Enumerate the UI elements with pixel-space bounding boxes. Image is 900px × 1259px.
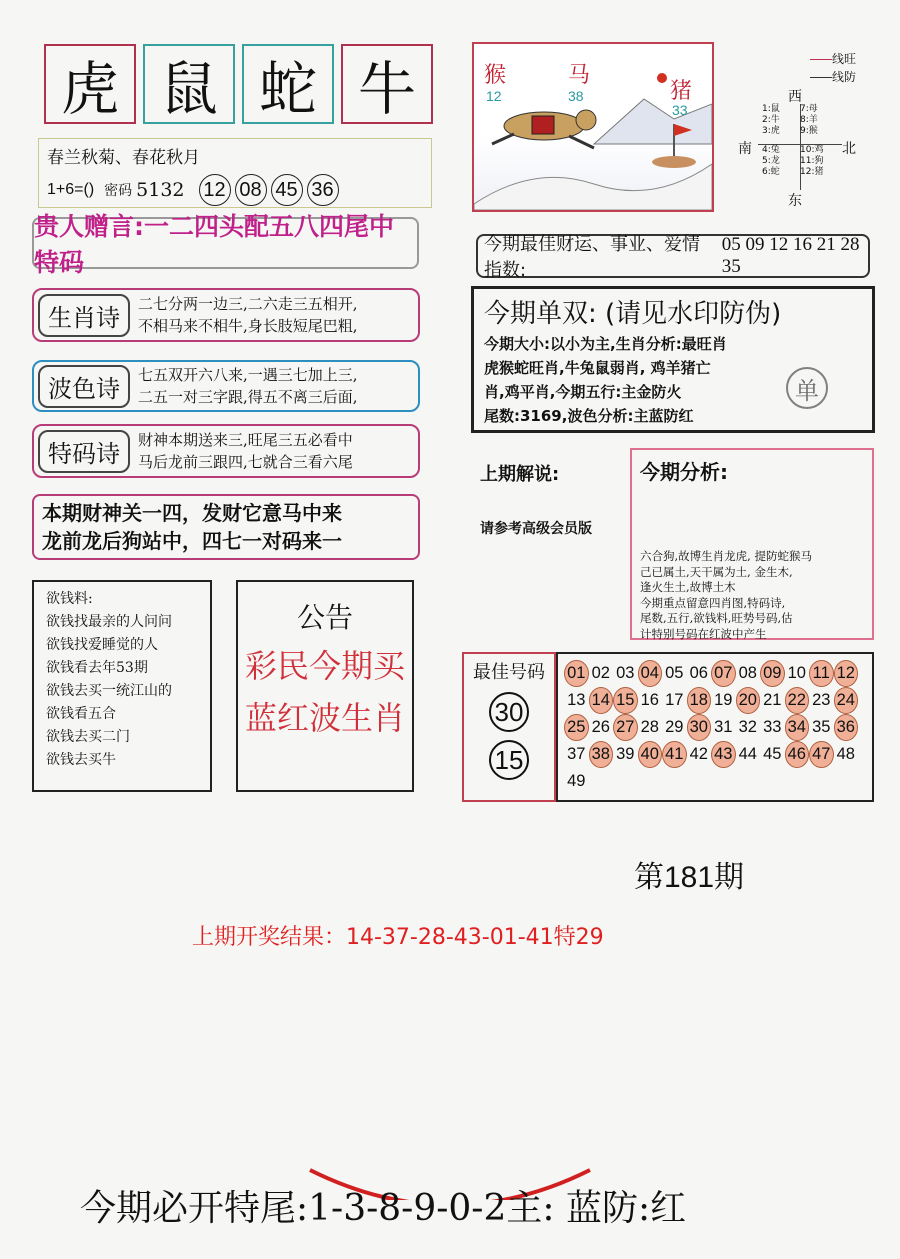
cell: 4:兔 bbox=[762, 145, 780, 155]
grid-number: 18 bbox=[687, 687, 712, 714]
grid-number: 46 bbox=[785, 741, 810, 768]
circled-number: 36 bbox=[307, 174, 339, 206]
body-line: 尾数:3169,波色分析:主蓝防红 bbox=[484, 407, 694, 425]
animal-label: 猴 bbox=[484, 63, 507, 88]
cell: 9:猴 bbox=[800, 126, 818, 136]
line-legend bbox=[810, 50, 856, 86]
compass-north: 北 bbox=[842, 141, 856, 157]
list-item: 欲钱看去年53期 bbox=[46, 660, 148, 676]
poem-tag: 生肖诗 bbox=[38, 294, 130, 337]
grid-number: 45 bbox=[763, 745, 782, 763]
grid-number: 49 bbox=[567, 772, 586, 790]
grid-number: 06 bbox=[689, 664, 708, 682]
grid-number: 44 bbox=[738, 745, 757, 763]
cell: 6:蛇 bbox=[762, 167, 780, 177]
riddle-line1: 春兰秋菊、春花秋月 bbox=[47, 148, 200, 168]
grid-number: 03 bbox=[616, 664, 635, 682]
zodiac-box-1: 虎 bbox=[44, 44, 136, 124]
cell: 5:龙 bbox=[762, 156, 780, 166]
grid-number: 47 bbox=[809, 741, 834, 768]
grid-number: 40 bbox=[638, 741, 663, 768]
lucky-label: 今期最佳财运、事业、爱情指数: bbox=[484, 234, 700, 281]
grid-number: 42 bbox=[689, 745, 708, 763]
special-number-poem bbox=[32, 424, 420, 478]
list-item: 欲钱找爱睡觉的人 bbox=[46, 637, 158, 653]
grid-number: 36 bbox=[834, 714, 859, 741]
legend-item bbox=[810, 68, 856, 86]
body-line: 虎猴蛇旺肖,牛兔鼠弱肖, 鸡羊猪亡 bbox=[484, 359, 711, 377]
grid-number: 22 bbox=[785, 687, 810, 714]
grid-number: 14 bbox=[589, 687, 614, 714]
riddle-line2 bbox=[47, 174, 423, 206]
zodiac-picture bbox=[472, 42, 714, 212]
grid-number: 16 bbox=[640, 691, 659, 709]
analysis-box bbox=[630, 448, 874, 640]
gift-banner: 贵人赠言:一二四头配五八四尾中特码 bbox=[32, 217, 419, 269]
grid-number: 07 bbox=[711, 660, 736, 687]
riddle-box bbox=[38, 138, 432, 208]
grid-number: 20 bbox=[736, 687, 761, 714]
riddle-formula: 1+6=() bbox=[47, 181, 95, 198]
fortune-box bbox=[32, 494, 420, 560]
poem-text bbox=[138, 364, 358, 408]
poem-tag: 特码诗 bbox=[38, 430, 130, 473]
grid-number: 19 bbox=[714, 691, 733, 709]
grid-number: 11 bbox=[809, 660, 834, 687]
grid-number: 10 bbox=[787, 664, 806, 682]
grid-number: 21 bbox=[763, 691, 782, 709]
zodiac-box-2: 鼠 bbox=[143, 44, 235, 124]
best-number: 30 bbox=[489, 692, 529, 732]
compass-west: 西 bbox=[788, 89, 802, 105]
cell: 2:牛 bbox=[762, 115, 780, 125]
legend-item bbox=[810, 50, 856, 68]
grid-number: 30 bbox=[687, 714, 712, 741]
single-double-box bbox=[471, 286, 875, 433]
compass-east: 东 bbox=[788, 193, 802, 209]
money-title: 欲钱料: bbox=[46, 591, 93, 607]
cell: 8:羊 bbox=[800, 115, 818, 125]
legend-label: 线旺 bbox=[832, 52, 857, 66]
lucky-numbers: 05 09 12 16 21 28 35 bbox=[721, 234, 860, 277]
last-result: 上期开奖结果：14-37-28-43-01-41特29 bbox=[192, 925, 604, 950]
grid-number: 38 bbox=[589, 741, 614, 768]
grid-number: 04 bbox=[638, 660, 663, 687]
analysis-body bbox=[640, 549, 864, 642]
code-value: 5132 bbox=[136, 179, 185, 201]
grid-number: 31 bbox=[714, 718, 733, 736]
grid-number: 39 bbox=[616, 745, 635, 763]
animal-number: 33 bbox=[672, 102, 688, 118]
grid-number: 17 bbox=[665, 691, 684, 709]
previous-explanation-label: 上期解说: bbox=[480, 464, 560, 485]
analysis-line: 今期重点留意四肖图,特码诗, bbox=[640, 595, 786, 610]
notice-line: 彩民今期买 bbox=[244, 647, 405, 685]
poem-line: 马后龙前三跟四,七就合三看六尾 bbox=[138, 453, 353, 471]
list-item: 欲钱看五合 bbox=[46, 706, 116, 722]
poem-text bbox=[138, 429, 353, 473]
money-hints bbox=[32, 580, 212, 792]
zodiac-box-4: 牛 bbox=[341, 44, 433, 124]
grid-number: 41 bbox=[662, 741, 687, 768]
circled-number: 12 bbox=[199, 174, 231, 206]
landscape-illustration bbox=[474, 44, 712, 210]
grid-number: 01 bbox=[564, 660, 589, 687]
analysis-line: 逢火生土,故博土木 bbox=[640, 580, 736, 594]
list-item: 欲钱去买二门 bbox=[46, 729, 130, 745]
grid-number: 08 bbox=[738, 664, 757, 682]
best-numbers bbox=[462, 652, 556, 802]
cell: 7:母 bbox=[800, 104, 818, 114]
list-item: 欲钱去买牛 bbox=[46, 752, 116, 768]
poem-line: 不相马来不相牛,身长肢短尾巴粗, bbox=[138, 317, 358, 335]
best-title: 最佳号码 bbox=[473, 662, 545, 683]
grid-number: 05 bbox=[665, 664, 684, 682]
compass-cells bbox=[762, 104, 838, 178]
grid-number: 24 bbox=[834, 687, 859, 714]
grid-number: 28 bbox=[640, 718, 659, 736]
list-item: 欲钱去买一统江山的 bbox=[46, 683, 172, 699]
grid-number: 33 bbox=[763, 718, 782, 736]
notice-line: 蓝红波生肖 bbox=[244, 699, 405, 737]
notice-box bbox=[236, 580, 414, 792]
poem-text bbox=[138, 293, 358, 337]
special-tail: 今期必开特尾:1-3-8-9-0-2主: 蓝防:红 bbox=[80, 1188, 687, 1229]
cell: 12:猪 bbox=[800, 167, 824, 177]
grid-number: 34 bbox=[785, 714, 810, 741]
grid-number: 37 bbox=[567, 745, 586, 763]
single-double-title: 今期单双: (请见水印防伪) bbox=[484, 299, 782, 329]
wave-color-poem bbox=[32, 360, 420, 412]
analysis-line: 尾数,五行,欲钱料,旺势号码,估 bbox=[640, 611, 793, 625]
reference-text: 请参考高级会员版 bbox=[480, 521, 592, 537]
grid-number: 15 bbox=[613, 687, 638, 714]
number-grid bbox=[556, 652, 874, 802]
cell: 10:鸡 bbox=[800, 145, 824, 155]
issue-number: 第181期 bbox=[634, 861, 745, 894]
grid-number: 29 bbox=[665, 718, 684, 736]
grid-number: 12 bbox=[834, 660, 859, 687]
grid-number: 23 bbox=[812, 691, 831, 709]
poem-line: 财神本期送来三,旺尾三五必看中 bbox=[138, 431, 353, 449]
circled-number: 08 bbox=[235, 174, 267, 206]
cell: 1:鼠 bbox=[762, 104, 780, 114]
grid-number: 26 bbox=[591, 718, 610, 736]
code-label: 密码 bbox=[104, 183, 133, 199]
best-number: 15 bbox=[489, 740, 529, 780]
poem-line: 二七分两一边三,二六走三五相开, bbox=[138, 295, 358, 313]
animal-label: 马 bbox=[568, 63, 591, 88]
analysis-line: 六合狗,故博生肖龙虎, 提防蛇猴马 bbox=[640, 549, 812, 563]
animal-label: 猪 bbox=[670, 79, 693, 104]
list-item: 欲钱找最亲的人问问 bbox=[46, 614, 172, 630]
analysis-line: 己已属土,天干属为土, 金生木, bbox=[640, 564, 793, 579]
grid-number: 25 bbox=[564, 714, 589, 741]
grid-number: 32 bbox=[738, 718, 757, 736]
animal-number: 12 bbox=[486, 88, 502, 104]
zodiac-poem bbox=[32, 288, 420, 342]
grid-number: 35 bbox=[812, 718, 831, 736]
watermark-seal: 单 bbox=[786, 367, 828, 409]
circled-number: 45 bbox=[271, 174, 303, 206]
poem-line: 二五一对三字跟,得五不离三后面, bbox=[138, 388, 358, 406]
body-line: 肖,鸡平肖,今期五行:主金防火 bbox=[484, 383, 682, 401]
cell: 11:狗 bbox=[800, 156, 824, 166]
grid-number: 48 bbox=[836, 745, 855, 763]
fortune-line: 本期财神关一四，发财它意马中来 bbox=[42, 501, 342, 525]
grid-number: 27 bbox=[613, 714, 638, 741]
grid-number: 02 bbox=[591, 664, 610, 682]
notice-title: 公告 bbox=[296, 601, 353, 634]
grid-number: 09 bbox=[760, 660, 785, 687]
animal-number: 38 bbox=[568, 88, 584, 104]
cell: 3:虎 bbox=[762, 126, 780, 136]
analysis-line: 计特别号码在红波中产生 bbox=[640, 626, 767, 641]
poem-line: 七五双开六八来,一遇三七加上三, bbox=[138, 366, 358, 384]
fortune-line: 龙前龙后狗站中，四七一对码来一 bbox=[42, 529, 342, 553]
zodiac-box-3: 蛇 bbox=[242, 44, 334, 124]
compass-south: 南 bbox=[738, 141, 752, 157]
legend-label: 线防 bbox=[832, 70, 857, 84]
grid-number: 43 bbox=[711, 741, 736, 768]
analysis-title: 今期分析: bbox=[640, 460, 728, 484]
lucky-index bbox=[476, 234, 870, 281]
body-line: 今期大小:以小为主,生肖分析:最旺肖 bbox=[484, 335, 727, 353]
compass-grid bbox=[738, 86, 862, 209]
grid-number: 13 bbox=[567, 691, 586, 709]
poem-tag: 波色诗 bbox=[38, 365, 130, 408]
